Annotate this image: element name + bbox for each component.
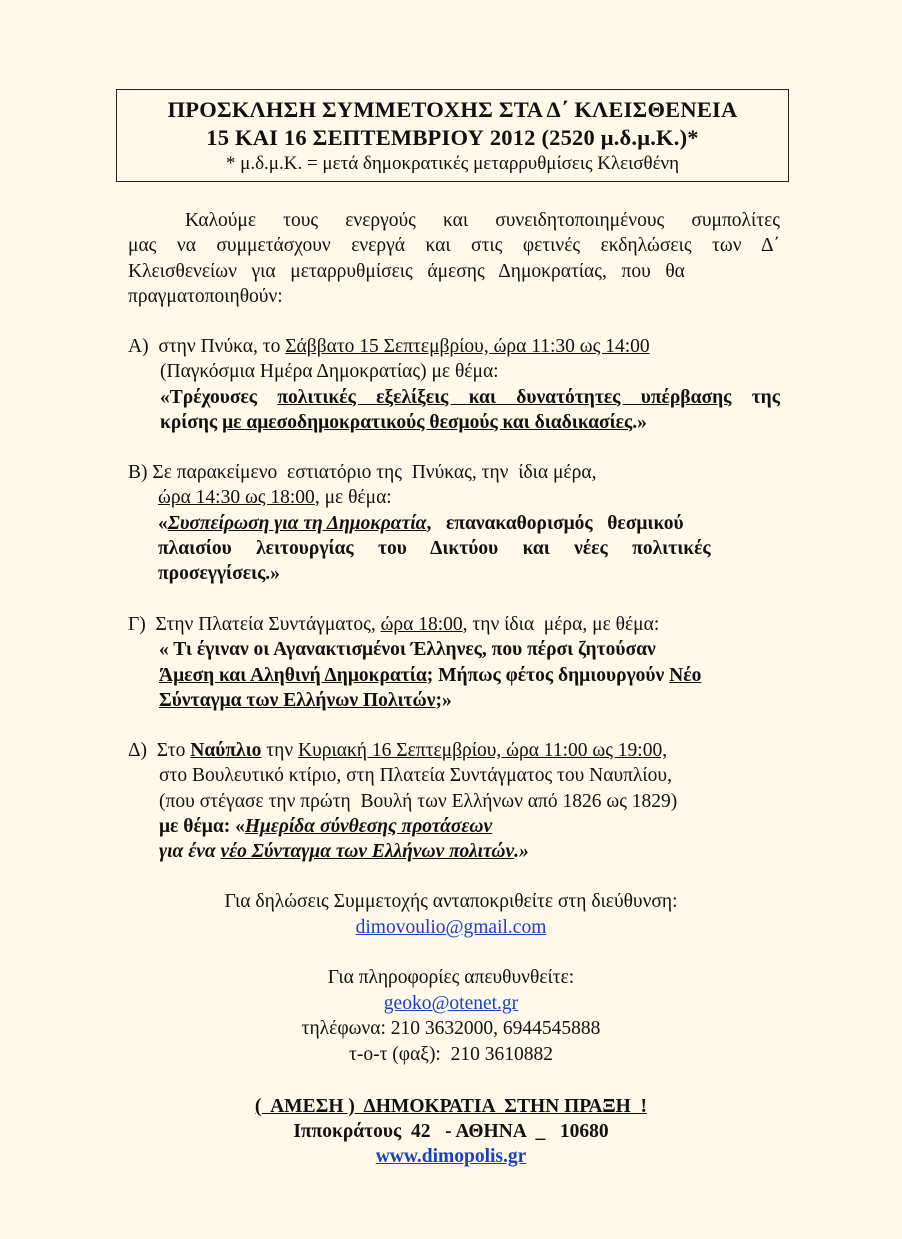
section-d-line: στο Βουλευτικό κτίριο, στη Πλατεία Συντάγματος του Ναυπλίου,: [159, 765, 672, 787]
register-email-row: [0, 915, 902, 940]
title-box: [116, 89, 789, 182]
section-c-time: ώρα 18:00: [380, 614, 463, 635]
section-a-topic-part: της: [731, 386, 780, 408]
section-d-datetime: Κυριακή 16 Σεπτεμβρίου, ώρα 11:00 ως 19:00,: [298, 740, 668, 761]
register-text: Για δηλώσεις Συμμετοχής ανταποκριθείτε στη διεύθυνση:: [224, 891, 678, 912]
section-a-topic-part: κρίσης: [160, 411, 223, 433]
fax-text: τ-ο-τ (φαξ): 210 3610882: [349, 1044, 553, 1065]
phones-text: τηλέφωνα: 210 3632000, 6944545888: [301, 1018, 601, 1039]
section-c-topic-part: ; Μήπως φέτος δημιουργούν: [426, 664, 670, 686]
section-c-topic-line: [128, 663, 780, 688]
section-d-text: την: [261, 740, 299, 761]
section-b-topic-line: προσεγγίσεις.»: [158, 563, 280, 585]
section-c-prefix: Γ) Στην Πλατεία Συντάγματος,: [128, 614, 381, 635]
register-email-link[interactable]: dimovoulio@gmail.com: [355, 917, 547, 938]
intro-line: Κλεισθενείων για μεταρρυθμίσεις άμεσης Δημοκρατίας, που θα: [128, 260, 685, 282]
section-a-topic-part: .»: [632, 411, 647, 433]
section-c-topic-line: « Τι έγιναν οι Αγανακτισμένοι Έλληνες, που πέρσι ζητούσαν: [159, 639, 656, 661]
section-d-topic-line: [128, 814, 808, 839]
section-a-topic-line: [128, 410, 780, 435]
section-c-topic-line: [128, 688, 780, 713]
section-d-line: (που στέγασε την πρώτη Βουλή των Ελλήνων από 1826 ως 1829): [159, 790, 678, 812]
section-b-datetime: ώρα 14:30 ως 18:00: [158, 487, 315, 509]
section-c-topic-part: ;»: [435, 689, 452, 711]
section-c-line: [128, 612, 780, 637]
section-a-datetime: Σάββατο 15 Σεπτεμβρίου, ώρα 11:30 ως 14:00: [285, 336, 650, 357]
section-c-topic-part: Άμεση και Αληθινή Δημοκρατία: [159, 664, 427, 686]
info-text: Για πληροφορίες απευθυνθείτε:: [327, 967, 575, 988]
section-d-topic-part: Ημερίδα σύνθεσης προτάσεων: [244, 815, 493, 837]
section-a-topic-part: πολιτικές εξελίξεις και δυνατότητες υπέρβασης: [277, 386, 732, 408]
section-c-topic-part: Σύνταγμα των Ελλήνων Πολιτών: [159, 689, 436, 711]
section-d-prefix: Δ) Στο: [128, 740, 191, 761]
title-line-1: ΠΡΟΣΚΛΗΣΗ ΣΥΜΜΕΤΟΧΗΣ ΣΤΑ Δ΄ ΚΛΕΙΣΘΕΝΕΙΑ: [167, 97, 738, 122]
footer-address: Ιπποκράτους 42 - ΑΘΗΝΑ _ 10680: [293, 1121, 609, 1142]
section-c: [128, 612, 780, 713]
section-d-topic-part: για ένα: [159, 841, 221, 863]
section-a-prefix: Α) στην Πνύκα, το: [128, 336, 286, 357]
section-d-place: Ναύπλιο: [190, 740, 262, 761]
section-c-text: , την ίδια μέρα, με θέμα:: [462, 614, 660, 635]
section-b-topic-part: «: [158, 512, 168, 534]
title-footnote: * μ.δ.μ.Κ. = μετά δημοκρατικές μεταρρυθμίσεις Κλεισθένη: [225, 153, 680, 174]
intro-line: Καλούμε τους ενεργούς και συνειδητοποιημένους συμπολίτες: [185, 210, 780, 231]
section-b-topic-part: , επανακαθορισμός θεσμικού: [426, 512, 684, 534]
section-b-line: [128, 485, 780, 510]
section-b: [128, 460, 780, 586]
section-d-topic-part: .»: [514, 841, 529, 863]
title-line-2: 15 ΚΑΙ 16 ΣΕΠΤΕΜΒΡΙΟΥ 2012 (2520 μ.δ.μ.Κ.)*: [206, 125, 699, 150]
section-d-topic-line: [128, 839, 808, 864]
section-b-topic-part: Συσπείρωση για τη Δημοκρατία: [167, 512, 427, 534]
section-b-topic-line: [128, 511, 780, 536]
footer-slogan: ( ΑΜΕΣΗ ) ΔΗΜΟΚΡΑΤΙΑ ΣΤΗΝ ΠΡΑΞΗ !: [254, 1096, 648, 1117]
footer-website-link[interactable]: www.dimopolis.gr: [375, 1146, 527, 1167]
section-d-line: [128, 738, 808, 763]
section-a-topic-part: «Τρέχουσες: [160, 386, 278, 408]
info-email-row: [0, 991, 902, 1016]
section-c-topic-part: Νέο: [669, 664, 702, 686]
section-b-line: Β) Σε παρακείμενο εστιατόριο της Πνύκας, την ίδια μέρα,: [128, 462, 597, 483]
section-d-topic-part: νέο Σύνταγμα των Ελλήνων πολιτών: [220, 841, 515, 863]
footer-website-row: [0, 1144, 902, 1169]
info-email-link[interactable]: geoko@otenet.gr: [383, 993, 519, 1014]
section-a-line: (Παγκόσμια Ημέρα Δημοκρατίας) με θέμα:: [160, 361, 499, 383]
section-d: [128, 738, 808, 864]
intro-paragraph: [128, 208, 780, 309]
section-d-topic-part: με θέμα: «: [159, 815, 245, 837]
section-b-text: , με θέμα:: [314, 487, 392, 509]
section-a-topic-line: [128, 385, 780, 410]
intro-line: πραγματοποιηθούν:: [128, 285, 283, 307]
section-b-topic-line: πλαισίου λειτουργίας του Δικτύου και νέες πολιτικές: [158, 537, 711, 559]
section-a-topic-part: με αμεσοδημοκρατικούς θεσμούς και διαδικασίες: [222, 411, 633, 433]
section-a: [128, 334, 780, 435]
section-a-line: [128, 334, 780, 359]
intro-line: μας να συμμετάσχουν ενεργά και στις φετινές εκδηλώσεις των Δ΄: [128, 235, 780, 257]
